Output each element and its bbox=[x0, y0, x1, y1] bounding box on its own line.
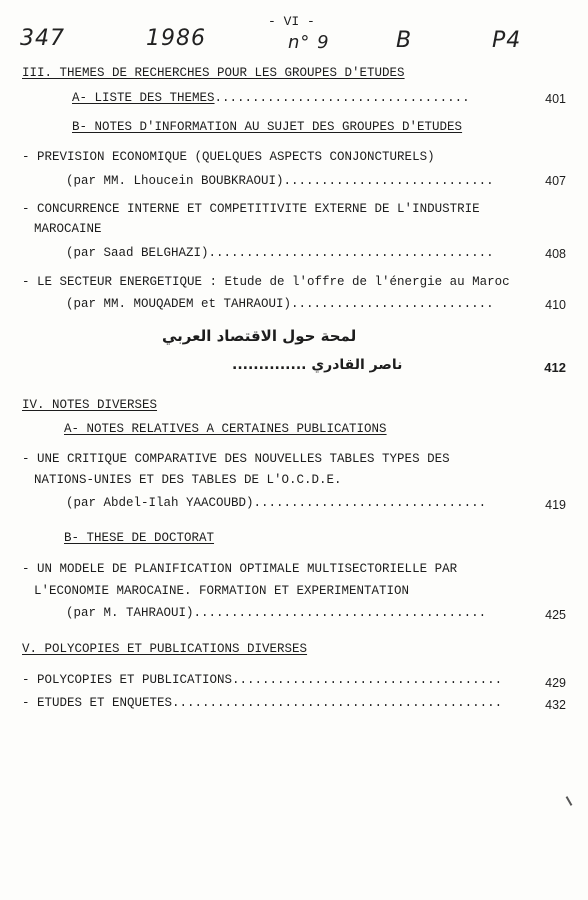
handwritten-note-1986: 1986 bbox=[146, 26, 206, 51]
section-4-title: IV. NOTES DIVERSES bbox=[22, 398, 158, 412]
toc-entry-liste-themes bbox=[72, 91, 470, 105]
page-ref-429: 429 bbox=[545, 676, 566, 690]
page-number-roman: - VI - bbox=[268, 14, 315, 29]
subsection-4b-label: B- THESE DE DOCTORAT bbox=[64, 531, 215, 545]
entry-energie-line2: (par MM. MOUQADEM et TAHRAOUI)........................... bbox=[66, 297, 494, 311]
entry-prevision-line2: (par MM. Lhoucein BOUBKRAOUI)............................ bbox=[66, 174, 494, 188]
subsection-3b-title: B- NOTES D'INFORMATION AU SUJET DES GROUPES D'ETUDES bbox=[72, 120, 463, 134]
page-ref-407: 407 bbox=[545, 174, 566, 188]
entry-modele-line1: - UN MODELE DE PLANIFICATION OPTIMALE MULTISECTORIELLE PAR bbox=[22, 562, 458, 576]
section-3-title: III. THEMES DE RECHERCHES POUR LES GROUPES D'ETUDES bbox=[22, 66, 405, 80]
entry-energie-line1: - LE SECTEUR ENERGETIQUE : Etude de l'offre de l'énergie au Maroc bbox=[22, 275, 510, 289]
page-ref-432: 432 bbox=[545, 698, 566, 712]
arabic-entry-title: لمحة حول الاقتصاد العربي bbox=[162, 327, 357, 345]
page-ref-412: 412 bbox=[544, 360, 566, 375]
arabic-entry-author: ناصر القادري .............. bbox=[232, 357, 403, 373]
entry-modele-line2: L'ECONOMIE MAROCAINE. FORMATION ET EXPERIMENTATION bbox=[34, 584, 410, 598]
entry-critique-line3: (par Abdel-Ilah YAACOUBD)............................... bbox=[66, 496, 487, 510]
entry-etudes: - ETUDES ET ENQUETES............................................ bbox=[22, 696, 503, 710]
page-ref-401: 401 bbox=[545, 92, 566, 106]
entry-critique-line2: NATIONS-UNIES ET DES TABLES DE L'O.C.D.E. bbox=[34, 473, 342, 487]
entry-concurrence-line3: (par Saad BELGHAZI)...................................... bbox=[66, 246, 494, 260]
page-ref-408: 408 bbox=[545, 247, 566, 261]
entry-concurrence-line1: - CONCURRENCE INTERNE ET COMPETITIVITE EXTERNE DE L'INDUSTRIE bbox=[22, 202, 480, 216]
handwritten-note-number: n° 9 bbox=[288, 32, 330, 53]
entry-label: A- LISTE DES THEMES bbox=[72, 91, 215, 105]
handwritten-note-p4: P4 bbox=[492, 28, 522, 53]
entry-critique-line1: - UNE CRITIQUE COMPARATIVE DES NOUVELLES TABLES TYPES DES bbox=[22, 452, 450, 466]
subsection-4b-title bbox=[64, 531, 214, 545]
entry-polycopies: - POLYCOPIES ET PUBLICATIONS.................................... bbox=[22, 673, 503, 687]
subsection-4a-title bbox=[64, 422, 387, 436]
entry-prevision-line1: - PREVISION ECONOMIQUE (QUELQUES ASPECTS CONJONCTURELS) bbox=[22, 150, 435, 164]
page-ref-410: 410 bbox=[545, 298, 566, 312]
handwritten-note-347: 347 bbox=[20, 26, 65, 51]
entry-concurrence-line2: MAROCAINE bbox=[34, 222, 102, 236]
page-ref-425: 425 bbox=[545, 608, 566, 622]
dot-leader: .................................. bbox=[214, 91, 470, 105]
handwritten-note-b: B bbox=[396, 28, 413, 53]
page-ref-419: 419 bbox=[545, 498, 566, 512]
subsection-4a-label: A- NOTES RELATIVES A CERTAINES PUBLICATIONS bbox=[64, 422, 387, 436]
scan-mark bbox=[566, 796, 573, 806]
entry-modele-line3: (par M. TAHRAOUI)....................................... bbox=[66, 606, 487, 620]
section-5-title: V. POLYCOPIES ET PUBLICATIONS DIVERSES bbox=[22, 642, 308, 656]
